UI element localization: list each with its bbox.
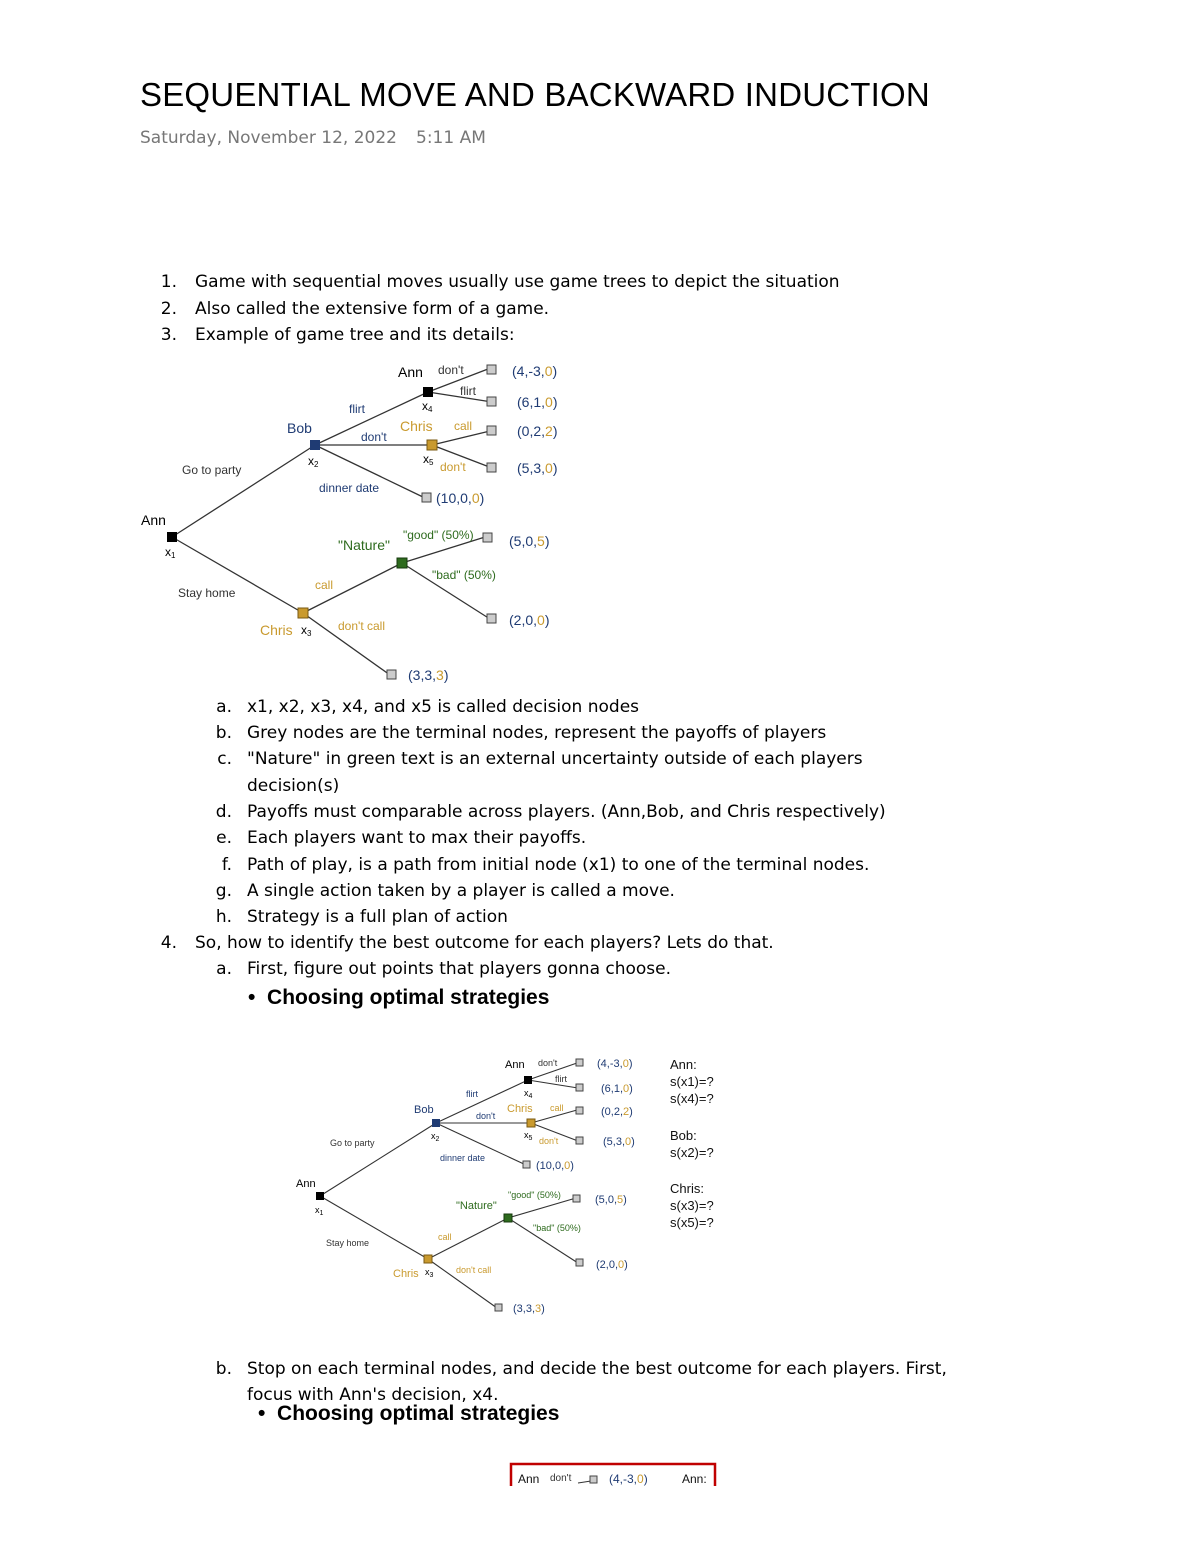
action-flirt-ann: flirt xyxy=(460,384,476,398)
player-ann-x4: Ann xyxy=(398,364,423,380)
player-chris-x5: Chris xyxy=(400,418,433,434)
payoff: (6,1,0) xyxy=(517,394,558,410)
payoff: (4,-3,0) xyxy=(512,363,558,379)
terminal-node xyxy=(487,365,496,374)
action-go-to-party: Go to party xyxy=(330,1138,375,1148)
game-tree-figure-small xyxy=(290,1050,640,1320)
label-x5: $x_5$ xyxy=(524,1130,533,1142)
payoff: (10,0,0) xyxy=(436,490,485,506)
player-bob: Bob xyxy=(287,420,312,436)
label-x5: x5 xyxy=(423,452,434,467)
game-tree-figure xyxy=(130,355,600,690)
label-x2: x2 xyxy=(308,454,319,469)
node-x5 xyxy=(427,440,437,450)
terminal-node xyxy=(487,614,496,623)
player-ann: Ann xyxy=(296,1178,316,1190)
payoff: (3,3,3) xyxy=(513,1303,545,1315)
strategy-s-x4: s(x4)=? xyxy=(670,1091,714,1106)
action-dinner-date: dinner date xyxy=(440,1153,486,1163)
action-dont-call: don't call xyxy=(456,1265,492,1275)
node-x3 xyxy=(424,1255,432,1263)
payoff: (10,0,0) xyxy=(536,1160,574,1172)
terminal-node xyxy=(483,533,492,542)
payoff: (2,0,0) xyxy=(596,1259,628,1271)
action-call: call xyxy=(315,578,334,592)
action-good: "good" (50%) xyxy=(403,528,474,542)
label-x3: x3 xyxy=(301,623,312,638)
player-chris-x5: Chris xyxy=(507,1103,533,1115)
action-call: call xyxy=(438,1232,452,1242)
payoff: (0,2,2) xyxy=(517,423,558,439)
player-chris: Chris xyxy=(393,1268,419,1280)
node-x3 xyxy=(298,608,308,618)
payoff: (5,3,0) xyxy=(517,460,558,476)
action-bad: "bad" (50%) xyxy=(432,568,496,582)
label-x2: $x_2$ xyxy=(431,1131,440,1143)
terminal-node xyxy=(422,493,431,502)
terminal-node xyxy=(523,1161,530,1168)
terminal-node xyxy=(576,1059,583,1066)
slide-heading: • Choosing optimal strategies xyxy=(248,986,550,1009)
payoff: (4,-3,0) xyxy=(597,1058,633,1070)
strategy-chris-label: Chris: xyxy=(670,1181,704,1196)
action-dont-ann: don't xyxy=(438,363,464,377)
strategy-s-x2: s(x2)=? xyxy=(670,1145,714,1160)
crop-payoff: (4,-3,0) xyxy=(609,1472,648,1486)
label-x1: $x_1$ xyxy=(315,1205,324,1217)
node-x2 xyxy=(310,440,320,450)
crop-ann: Ann xyxy=(518,1472,540,1486)
action-flirt: flirt xyxy=(349,402,365,416)
terminal-node xyxy=(573,1195,580,1202)
player-chris: Chris xyxy=(260,622,293,638)
slide-heading-2: • Choosing optimal strategies xyxy=(258,1402,560,1425)
terminal-node xyxy=(487,426,496,435)
label-x4: x4 xyxy=(422,399,433,414)
payoff: (6,1,0) xyxy=(601,1083,633,1095)
page-title: SEQUENTIAL MOVE AND BACKWARD INDUCTION xyxy=(140,76,930,113)
crop-side-ann: Ann: xyxy=(682,1472,707,1486)
node-x5 xyxy=(527,1119,535,1127)
terminal-node xyxy=(495,1304,502,1311)
action-go-to-party: Go to party xyxy=(182,463,242,477)
action-call-x5: call xyxy=(454,419,473,433)
cropped-tree-highlight xyxy=(505,1460,735,1490)
label-x3: $x_3$ xyxy=(425,1267,434,1279)
player-ann: Ann xyxy=(141,512,166,528)
terminal-node xyxy=(590,1476,597,1483)
node-x4 xyxy=(524,1076,532,1084)
terminal-node xyxy=(576,1084,583,1091)
terminal-node xyxy=(487,463,496,472)
payoff: (5,0,5) xyxy=(595,1194,627,1206)
player-nature: "Nature" xyxy=(456,1200,497,1212)
node-x2 xyxy=(432,1119,440,1127)
player-bob: Bob xyxy=(414,1104,434,1116)
terminal-node xyxy=(487,397,496,406)
terminal-node xyxy=(576,1137,583,1144)
action-dont-ann: don't xyxy=(538,1058,558,1068)
player-nature: "Nature" xyxy=(338,537,390,553)
action-dont-call: don't call xyxy=(338,619,385,633)
note-date: Saturday, November 12, 2022 xyxy=(140,128,397,148)
action-stay-home: Stay home xyxy=(326,1238,370,1248)
payoff: (5,0,5) xyxy=(509,533,550,549)
label-x1: x1 xyxy=(165,545,176,560)
node-x4 xyxy=(423,387,433,397)
node-x1 xyxy=(316,1192,324,1200)
note-time: 5:11 AM xyxy=(416,128,486,148)
strategy-s-x5: s(x5)=? xyxy=(670,1215,714,1230)
payoff: (5,3,0) xyxy=(603,1136,635,1148)
action-good: "good" (50%) xyxy=(508,1190,561,1200)
action-dinner-date: dinner date xyxy=(319,481,380,495)
node-x1 xyxy=(167,532,177,542)
action-flirt-ann: flirt xyxy=(555,1074,567,1084)
node-nature xyxy=(397,558,407,568)
node-nature xyxy=(504,1214,512,1222)
payoff: (0,2,2) xyxy=(601,1106,633,1118)
terminal-node xyxy=(576,1107,583,1114)
payoff: (3,3,3) xyxy=(408,667,449,683)
player-ann-x4: Ann xyxy=(505,1059,525,1071)
strategy-panel xyxy=(665,1055,755,1235)
action-dont-bob: don't xyxy=(361,430,387,444)
label-x4: $x_4$ xyxy=(524,1088,533,1100)
terminal-node xyxy=(387,670,396,679)
action-flirt: flirt xyxy=(466,1089,478,1099)
payoff: (2,0,0) xyxy=(509,612,550,628)
strategy-s-x1: s(x1)=? xyxy=(670,1074,714,1089)
action-bad: "bad" (50%) xyxy=(533,1223,581,1233)
strategy-bob-label: Bob: xyxy=(670,1128,697,1143)
strategy-s-x3: s(x3)=? xyxy=(670,1198,714,1213)
action-stay-home: Stay home xyxy=(178,586,236,600)
action-call-x5: call xyxy=(550,1103,564,1113)
strategy-ann-label: Ann: xyxy=(670,1057,697,1072)
terminal-node xyxy=(576,1259,583,1266)
action-dont-x5: don't xyxy=(440,460,466,474)
action-dont-bob: don't xyxy=(476,1111,496,1121)
action-dont-x5: don't xyxy=(539,1136,559,1146)
crop-dont: don't xyxy=(550,1473,572,1484)
